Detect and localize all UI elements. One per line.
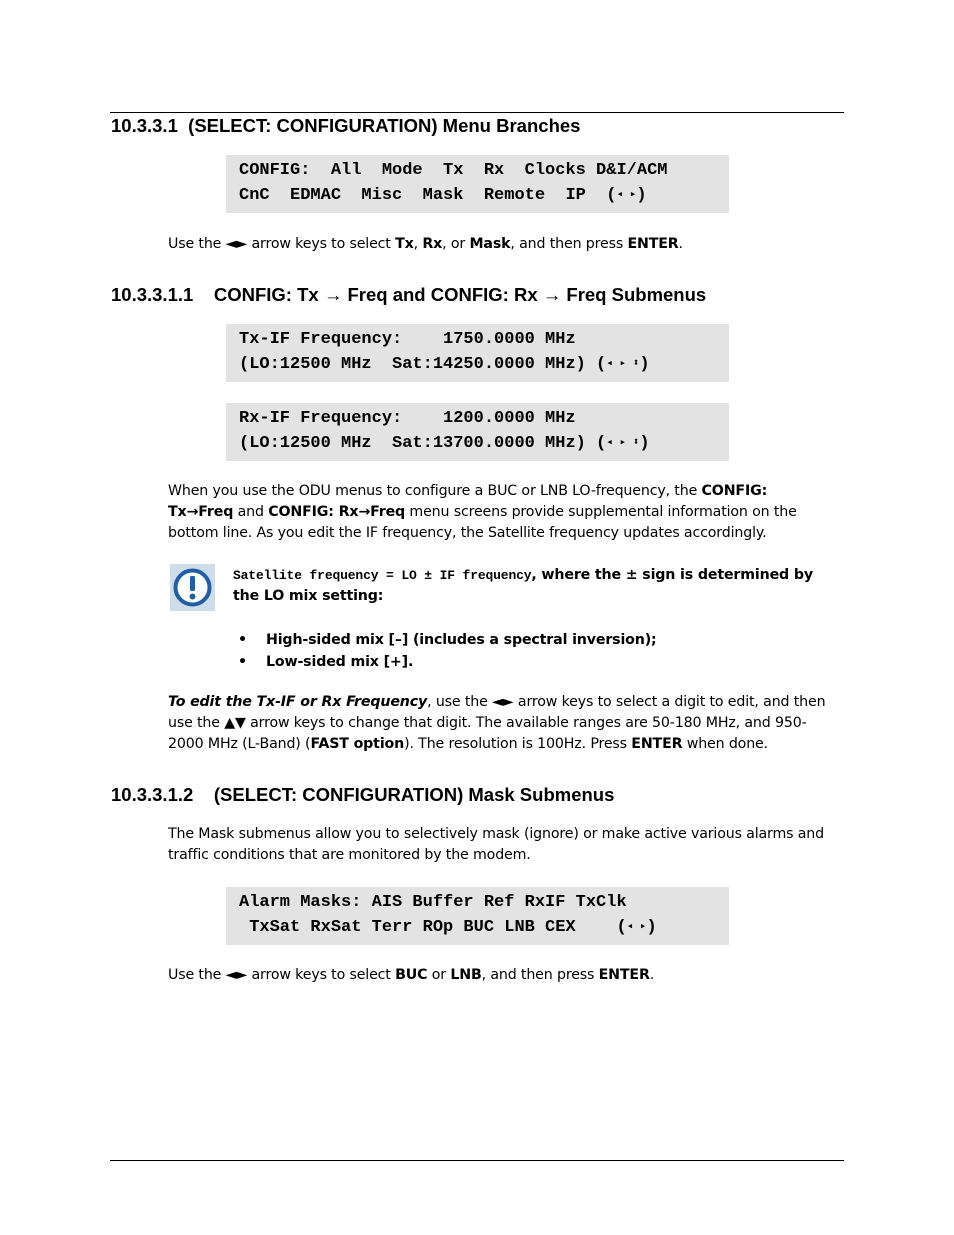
- section-title: CONFIG: Tx → Freq and CONFIG: Rx → Freq Submenus: [213, 284, 707, 305]
- footer-rule: [110, 1160, 844, 1161]
- lcd-line-1: Rx-IF Frequency: 1200.0000 MHz: [239, 409, 576, 428]
- paragraph-mask-intro: The Mask submenus allow you to selectively mask (ignore) or make active various alarms and traffic conditions that are monitored by the modem.: [168, 826, 825, 863]
- left-right-arrows-icon: ◂ ▸: [626, 921, 647, 933]
- section-title: (SELECT: CONFIGURATION) Mask Submenus: [213, 784, 615, 805]
- paragraph-odu-menus: When you use the ODU menus to configure a BUC or LNB LO-frequency, the CONFIG: Tx→Freq and CONFIG: Rx→Freq menu screens provide supplemental information on the bottom line. As you edit the IF frequency, the Satellite frequency updates accordingly.: [168, 483, 797, 541]
- lcd-line-2: TxSat RxSat Terr ROp BUC LNB CEX (◂ ▸): [239, 918, 657, 937]
- section-heading-freq-submenus: [111, 284, 706, 306]
- important-note-icon: [170, 564, 215, 611]
- list-item: • High-sided mix [–] (includes a spectral inversion);: [238, 632, 657, 648]
- section-number: 10.3.3.1.2: [111, 784, 194, 805]
- paragraph-edit-frequency: To edit the Tx-IF or Rx Frequency, use the ◄► arrow keys to select a digit to edit, and then use the ▲▼ arrow keys to change that digit. The available ranges are 50-180 MHz, and 950-2000 MHz (L-Band) (FAST option). The resolution is 100Hz. Press ENTER when done.: [168, 694, 826, 752]
- section-number: 10.3.3.1.1: [111, 284, 194, 305]
- mix-setting-list: [238, 629, 657, 673]
- section-heading-menu-branches: [111, 115, 580, 137]
- arrow-keys-icon: ◂ ▸ ⬍: [606, 358, 640, 370]
- lcd-line-1: CONFIG: All Mode Tx Rx Clocks D&I/ACM: [239, 161, 668, 180]
- header-rule: [110, 112, 844, 113]
- lcd-line-1: Alarm Masks: AIS Buffer Ref RxIF TxClk: [239, 893, 627, 912]
- left-right-arrows-icon: ◂ ▸: [616, 189, 637, 201]
- note-satellite-frequency: Satellite frequency = LO ± IF frequency, where the ± sign is determined by the LO mix setting:: [233, 567, 813, 604]
- lcd-rx-frequency: [226, 403, 729, 461]
- instruction-config-select: Use the ◄► arrow keys to select Tx, Rx, or Mask, and then press ENTER.: [168, 236, 683, 252]
- section-title: (SELECT: CONFIGURATION) Menu Branches: [188, 115, 581, 136]
- arrow-keys-icon: ◂ ▸ ⬍: [606, 437, 640, 449]
- lcd-config-menu: [226, 155, 729, 213]
- list-item: • Low-sided mix [+].: [238, 654, 414, 670]
- section-heading-mask-submenus: [111, 784, 614, 806]
- lcd-line-2: CnC EDMAC Misc Mask Remote IP (◂ ▸): [239, 186, 647, 205]
- lcd-line-2: (LO:12500 MHz Sat:14250.0000 MHz) (◂ ▸ ⬍): [239, 355, 650, 374]
- lcd-line-1: Tx-IF Frequency: 1750.0000 MHz: [239, 330, 576, 349]
- section-number: 10.3.3.1: [111, 115, 178, 136]
- lcd-tx-frequency: [226, 324, 729, 382]
- lcd-alarm-masks: [226, 887, 729, 945]
- lcd-line-2: (LO:12500 MHz Sat:13700.0000 MHz) (◂ ▸ ⬍): [239, 434, 650, 453]
- instruction-mask-select: Use the ◄► arrow keys to select BUC or LNB, and then press ENTER.: [168, 967, 655, 983]
